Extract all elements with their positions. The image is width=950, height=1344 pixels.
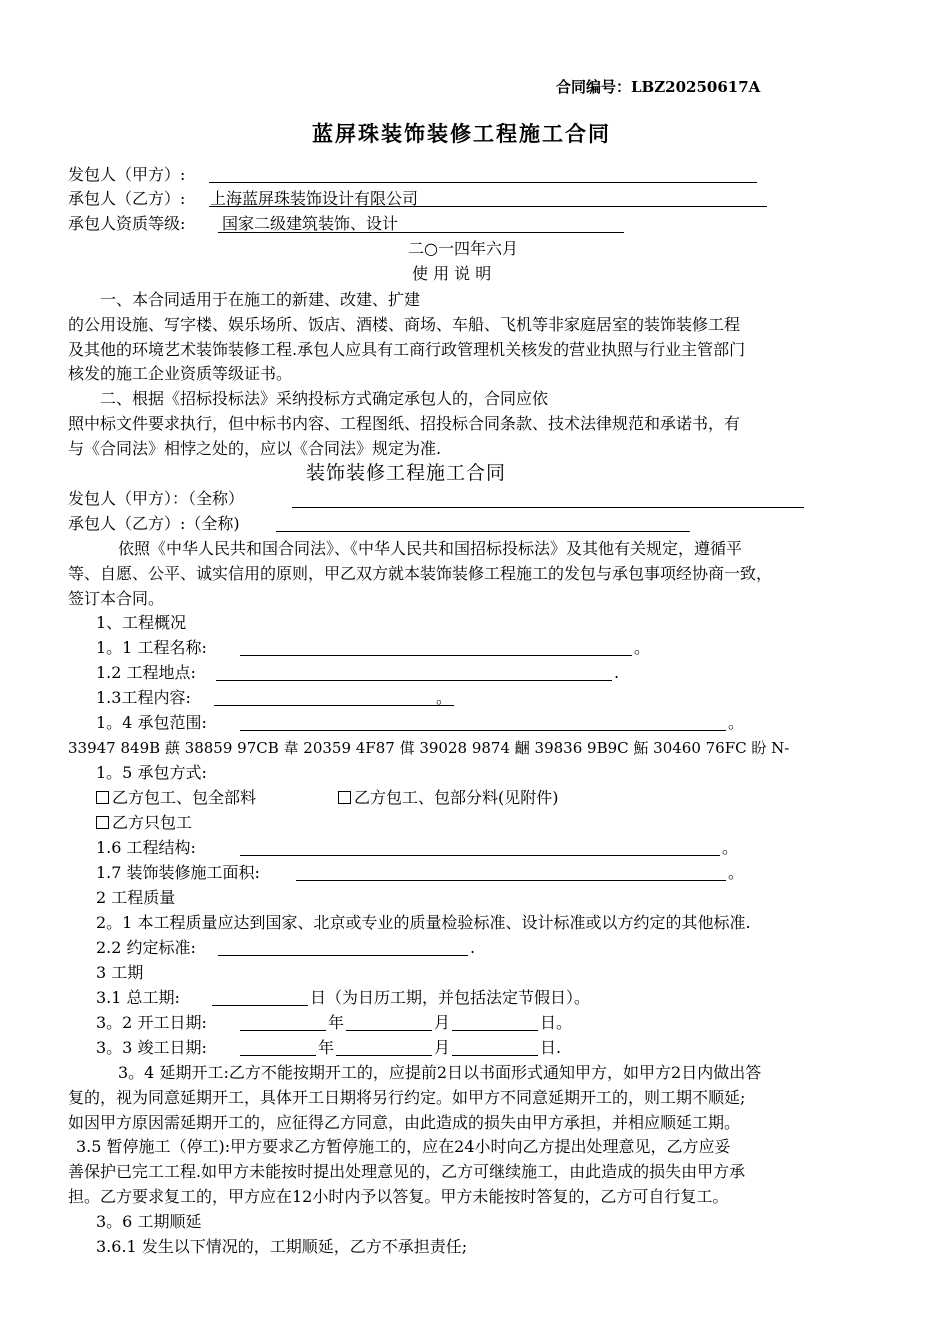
- punct: 。: [436, 688, 453, 707]
- area-label: 1.7 装饰装修施工面积:: [96, 863, 260, 882]
- punct: 。: [728, 863, 745, 882]
- end-month-blank: [336, 1055, 432, 1056]
- total-duration-blank: [212, 1005, 308, 1006]
- project-content-label: 1.3工程内容:: [96, 688, 191, 707]
- contract-title: 装饰装修工程施工合同: [306, 462, 507, 484]
- option-label: 乙方只包工: [112, 813, 193, 832]
- delay-line: 3。4 延期开工:乙方不能按期开工的，应提前2日以书面形式通知甲方，如甲方2日内做出答: [118, 1063, 762, 1082]
- project-location-label: 1.2 工程地点:: [96, 663, 196, 682]
- usage-line: 一、本合同适用于在施工的新建、改建、扩建: [100, 290, 421, 309]
- total-duration-label: 3.1 总工期:: [96, 988, 180, 1007]
- agreed-standard-blank: [218, 955, 468, 956]
- section2-heading: 2 工程质量: [96, 888, 176, 907]
- month-label: 月: [434, 1038, 451, 1057]
- project-name-label: 1。1 工程名称:: [96, 638, 207, 657]
- suspend-line: 善保护已完工工程.如甲方未能按时提出处理意见的，乙方可继续施工，由此造成的损失由甲方承: [68, 1162, 746, 1181]
- structure-label: 1.6 工程结构:: [96, 838, 196, 857]
- contract-party-a-blank: [292, 507, 804, 508]
- option-labor-only: [96, 812, 192, 834]
- method-label: 1。5 承包方式:: [96, 763, 207, 782]
- area-blank: [296, 880, 726, 881]
- agreed-standard-label: 2.2 约定标准:: [96, 938, 196, 957]
- project-name-blank: [240, 655, 632, 656]
- punct: 。: [728, 713, 745, 732]
- scope-blank: [240, 730, 726, 731]
- checkbox[interactable]: [338, 791, 351, 804]
- start-day-blank: [452, 1030, 538, 1031]
- party-b-label: 承包人（乙方）:: [68, 189, 186, 208]
- usage-line: 与《合同法》相悖之处的，应以《合同法》规定为准.: [68, 439, 442, 458]
- day-label: 日: [540, 1013, 557, 1032]
- contract-party-b-blank: [276, 531, 690, 532]
- punct: .: [614, 663, 620, 682]
- option-partial-materials: [338, 787, 559, 809]
- quality-standard: 2。1 本工程质量应达到国家、北京或专业的质量检验标准、设计标准或以方约定的其他标准.: [96, 913, 751, 932]
- suspend-line: 担。乙方要求复工的，甲方应在12小时内予以答复。甲方未能按时答复的，乙方可自行复工。: [68, 1187, 729, 1206]
- year-label: 年: [328, 1013, 345, 1032]
- qualification-value: 国家二级建筑装饰、设计: [222, 214, 399, 233]
- usage-line: 及其他的环境艺术装饰装修工程.承包人应具有工商行政管理机关核发的营业执照与行业主管部门: [68, 340, 746, 359]
- scope-label: 1。4 承包范围:: [96, 713, 207, 732]
- year-label: 年: [318, 1038, 335, 1057]
- party-a-label: 发包人（甲方）:: [68, 165, 186, 184]
- suspend-line: 3.5 暂停施工（停工):甲方要求乙方暂停施工的，应在24小时向乙方提出处理意见，乙方应妥: [76, 1137, 731, 1156]
- usage-title: 使 用 说 明: [412, 264, 492, 283]
- extension-item: 3.6.1 发生以下情况的，工期顺延，乙方不承担责任;: [96, 1237, 468, 1256]
- option-label: 乙方包工、包部分料(见附件): [354, 788, 559, 807]
- delay-line: 如因甲方原因需延期开工的，应征得乙方同意，由此造成的损失由甲方承担，并相应顺延工期。: [68, 1113, 741, 1132]
- usage-line: 二、根据《招标投标法》采纳投标方式确定承包人的，合同应依: [100, 389, 549, 408]
- structure-blank: [240, 855, 720, 856]
- extension-heading: 3。6 工期顺延: [96, 1212, 202, 1231]
- party-b-blank: [209, 206, 767, 207]
- project-location-blank: [216, 680, 612, 681]
- total-duration-suffix: 日（为日历工期，并包括法定节假日）。: [310, 988, 591, 1007]
- usage-line: 核发的施工企业资质等级证书。: [68, 364, 293, 383]
- project-content-blank: [214, 705, 454, 706]
- section3-heading: 3 工期: [96, 963, 144, 982]
- qualification-label: 承包人资质等级:: [68, 214, 186, 233]
- end-day-blank: [452, 1055, 538, 1056]
- garbled-code-line: 33947 849B 蕻 38859 97CB 韋 20359 4F87 傇 39028 9874 齫 39836 9B9C 鮖 30460 76FC 盼 N-: [68, 739, 790, 757]
- punct: 。: [634, 638, 651, 657]
- end-date-label: 3。3 竣工日期:: [96, 1038, 207, 1057]
- punct: 。: [722, 838, 739, 857]
- checkbox[interactable]: [96, 791, 109, 804]
- section1-heading: 1、工程概况: [96, 613, 187, 632]
- document-title: 蓝屏珠装饰装修工程施工合同: [312, 121, 611, 146]
- party-b-value: 上海蓝屏珠装饰设计有限公司: [210, 189, 419, 208]
- start-month-blank: [346, 1030, 432, 1031]
- delay-line: 复的，视为同意延期开工，具体开工日期将另行约定。如甲方不同意延期开工的，则工期不顺延;: [68, 1088, 746, 1107]
- option-label: 乙方包工、包全部料: [112, 788, 257, 807]
- punct: .: [556, 1038, 562, 1057]
- usage-line: 照中标文件要求执行，但中标书内容、工程图纸、招投标合同条款、技术法律规范和承诺书，有: [68, 414, 741, 433]
- month-label: 月: [434, 1013, 451, 1032]
- preamble-line: 等、自愿、公平、诚实信用的原则，甲乙双方就本装饰装修工程施工的发包与承包事项经协商一致，: [68, 564, 773, 583]
- day-label: 日: [540, 1038, 557, 1057]
- punct: .: [470, 938, 476, 957]
- contract-party-a: 发包人（甲方）：（全称）: [68, 489, 245, 508]
- end-year-blank: [240, 1055, 316, 1056]
- start-year-blank: [240, 1030, 326, 1031]
- party-a-blank: [209, 182, 757, 183]
- contract-number: 合同编号：LBZ20250617A: [556, 78, 761, 96]
- usage-line: 的公用设施、写字楼、娱乐场所、饭店、酒楼、商场、车船、飞机等非家庭居室的装饰装修工程: [68, 315, 741, 334]
- contract-party-b: 承包人（乙方）:（全称): [68, 514, 240, 533]
- punct: 。: [556, 1013, 573, 1032]
- option-full-materials: [96, 787, 256, 809]
- qualification-blank: [218, 232, 624, 233]
- document-date: 二○一四年六月: [408, 239, 518, 258]
- preamble-line: 签订本合同。: [68, 589, 165, 608]
- preamble-line: 依照《中华人民共和国合同法》、《中华人民共和国招标投标法》及其他有关规定，遵循平: [118, 539, 743, 558]
- checkbox[interactable]: [96, 816, 109, 829]
- start-date-label: 3。2 开工日期:: [96, 1013, 207, 1032]
